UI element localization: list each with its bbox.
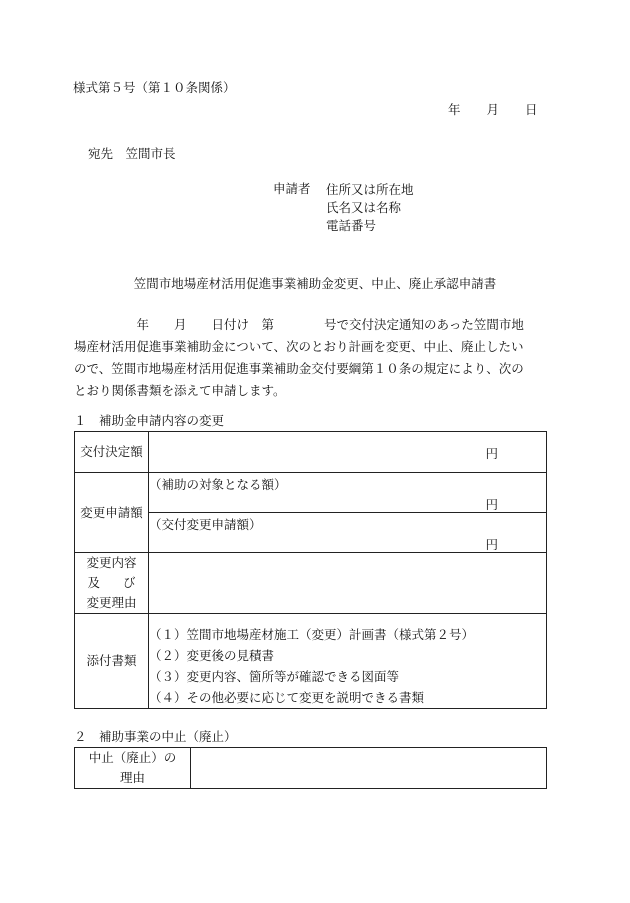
change-table [74, 431, 547, 709]
yen-unit: 円 [485, 537, 498, 552]
hojo-taisho-field[interactable] [149, 473, 547, 513]
chushi-riyu-label [75, 748, 191, 789]
body-line: 年 月 日付け 第 号で交付決定通知のあった笠間市地 [74, 317, 524, 332]
date-day: 日 [525, 102, 538, 117]
date-line [448, 102, 538, 118]
label-char: び [122, 575, 136, 590]
applicant-fields [326, 181, 414, 235]
list-item: （１）笠間市地場産材施工（変更）計画書（様式第２号） [149, 627, 475, 642]
tenpu-shorui-label: 添付書類 [75, 614, 149, 709]
yen-unit: 円 [485, 497, 498, 512]
chushi-riyu-field[interactable] [191, 748, 547, 789]
table-row [75, 748, 547, 789]
label-char: 及 [87, 575, 101, 590]
table-row [75, 473, 547, 513]
cancel-table [74, 747, 547, 789]
henko-shinsei-label: 変更申請額 [75, 473, 149, 553]
date-month: 月 [486, 102, 500, 117]
applicant-name-label: 氏名又は名称 [326, 200, 402, 215]
body-line: とおり関係書類を添えて申請します。 [74, 383, 286, 398]
kofu-henko-caption: （交付変更申請額） [149, 517, 262, 532]
kofu-henko-field[interactable] [149, 513, 547, 553]
applicant-address-label: 住所又は所在地 [326, 182, 414, 197]
attachment-list [149, 614, 546, 708]
table-row [75, 614, 547, 709]
henko-naiyo-label [75, 553, 149, 614]
kofu-kettei-field[interactable] [149, 432, 547, 473]
label-line: 理由 [119, 770, 145, 785]
yen-unit: 円 [485, 446, 498, 461]
section2-heading: ２ 補助事業の中止（廃止） [74, 729, 237, 744]
body-line: 場産材活用促進事業補助金について、次のとおり計画を変更、中止、廃止したい [74, 339, 524, 354]
table-row [75, 432, 547, 473]
label-line [88, 573, 136, 593]
list-item: （４）その他必要に応じて変更を説明できる書類 [149, 690, 425, 705]
table-row [75, 553, 547, 614]
list-item: （２）変更後の見積書 [149, 648, 275, 663]
body-line: ので、笠間市地場産材活用促進事業補助金交付要綱第１０条の規定により、次の [74, 361, 524, 376]
form-number: 様式第５号（第１０条関係） [73, 80, 236, 95]
addressee: 宛先 笠間市長 [88, 146, 176, 161]
document-title: 笠間市地場産材活用促進事業補助金変更、中止、廃止承認申請書 [133, 276, 497, 291]
label-line: 変更内容 [86, 555, 137, 570]
list-item: （３）変更内容、箇所等が確認できる図面等 [149, 669, 400, 684]
kofu-kettei-label: 交付決定額 [75, 432, 149, 473]
section1-heading: １ 補助金申請内容の変更 [74, 413, 225, 428]
henko-naiyo-field[interactable] [149, 553, 547, 614]
date-year: 年 [448, 102, 461, 117]
applicant-phone-label: 電話番号 [326, 218, 377, 233]
applicant-label: 申請者 [273, 181, 311, 196]
body-text [74, 314, 564, 402]
label-line: 変更理由 [86, 595, 137, 610]
label-line: 中止（廃止）の [88, 750, 177, 765]
tenpu-shorui-field [149, 614, 547, 709]
hojo-taisho-caption: （補助の対象となる額） [149, 477, 287, 492]
